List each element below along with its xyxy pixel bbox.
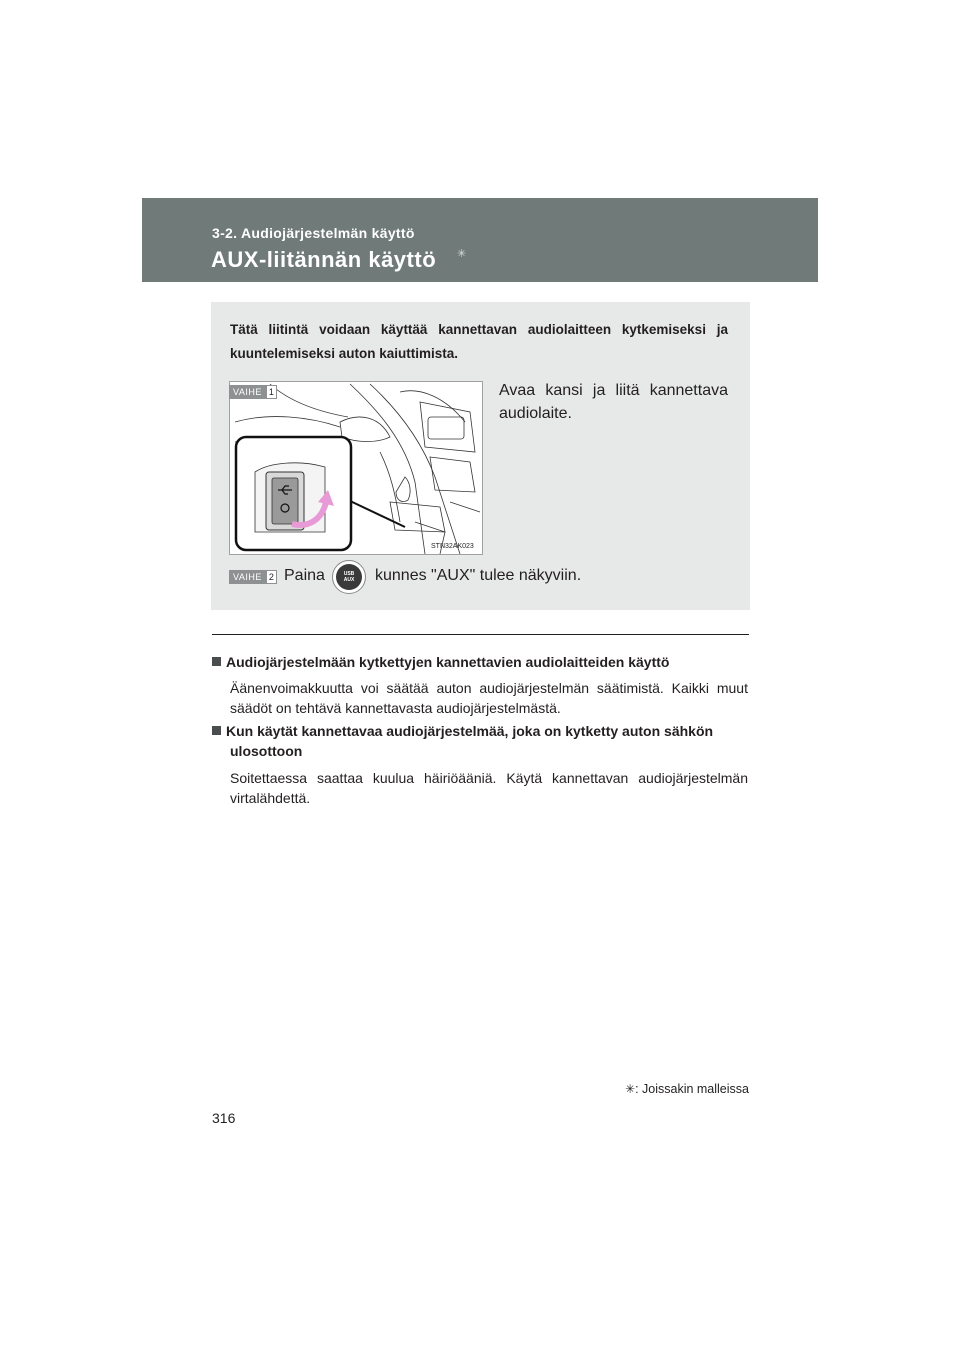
footnote-mark: ✳	[625, 1082, 636, 1096]
note-2-body: Soitettaessa saattaa kuulua häiriöääniä. Käytä kannettavan audiojärjestelmän virtalähdettä.	[230, 770, 748, 806]
footnote-text: : Joissakin malleissa	[635, 1082, 749, 1096]
figure-code: STN32AK023	[431, 543, 474, 550]
note-2-heading-line1: Kun käytät kannettavaa audiojärjestelmää, joka on kytketty auton sähkön	[226, 723, 714, 739]
step-2-badge	[229, 570, 277, 584]
bullet-square-icon	[212, 726, 221, 735]
step-2-text-before: Paina	[284, 567, 325, 584]
step-1-badge-number: 1	[266, 385, 277, 399]
aux-jack-illustration	[229, 381, 483, 555]
usb-aux-button-line1: USB	[343, 571, 355, 577]
footnote	[625, 1082, 749, 1096]
note-1-heading-text: Audiojärjestelmään kytkettyjen kannettavien audiolaitteiden käyttö	[226, 654, 670, 670]
step-2-badge-number: 2	[266, 570, 277, 584]
title-footnote-mark: ✳	[457, 248, 467, 260]
bullet-square-icon	[212, 657, 221, 666]
step-2-badge-word: VAIHE	[229, 570, 266, 584]
intro-text: Tätä liitintä voidaan käyttää kannettavan audiolaitteen kytkemiseksi ja kuuntelemiseksi auton kaiuttimista.	[230, 322, 728, 361]
page-title: AUX-liitännän käyttö	[211, 247, 437, 272]
step-1-text: Avaa kansi ja liitä kannettava audiolaite.	[499, 382, 728, 422]
car-console-drawing	[230, 382, 482, 554]
note-2-heading-line2: ulosottoon	[230, 743, 303, 759]
usb-aux-button-icon	[332, 560, 366, 594]
note-2-heading	[212, 721, 748, 761]
divider	[212, 634, 749, 635]
note-1-body: Äänenvoimakkuutta voi säätää auton audiojärjestelmän säätimistä. Kaikki muut säädöt on tehtävä kannettavasta audiojärjestelmästä.	[230, 680, 748, 716]
usb-aux-button-line2: AUX	[343, 577, 355, 583]
note-1-heading	[212, 652, 748, 672]
step-1-badge-word: VAIHE	[229, 385, 266, 399]
section-label: 3-2. Audiojärjestelmän käyttö	[212, 225, 415, 241]
step-1-badge	[229, 385, 277, 399]
page-number: 316	[212, 1110, 236, 1126]
step-2-text-after: kunnes "AUX" tulee näkyviin.	[375, 567, 582, 584]
